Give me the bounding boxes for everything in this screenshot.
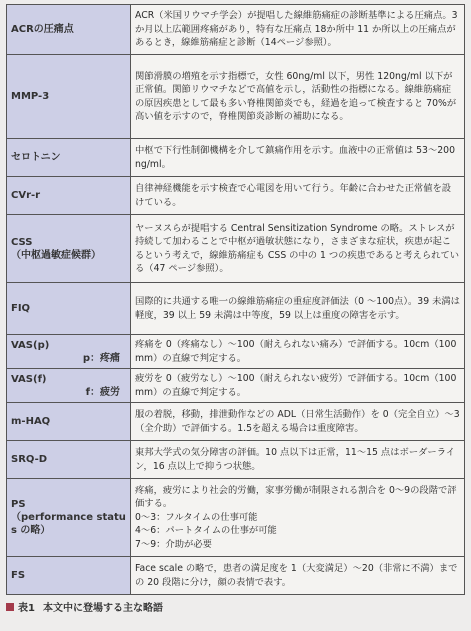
description-line: 4〜6：パートタイムの仕事が可能 [135,525,277,537]
table-row [7,177,465,215]
term-main: VAS(p) [11,339,50,351]
term-main: CSS [11,236,33,248]
description-line: 0〜3：フルタイムの仕事可能 [135,511,258,523]
term-sub: （中枢過敏症候群） [11,249,101,261]
term-cell [7,335,131,369]
term-cell: CVr-r [7,177,131,215]
description-cell: 東邦大学式の気分障害の評価。10 点以下は正常，11〜15 点はボーダーライン，16 点以上で抑うつ状態。 [131,441,465,479]
term-main: PS [11,499,26,510]
description-cell: 国際的に共通する唯一の線維筋痛症の重症度評価法（0 〜100点）。39 未満は軽度，39 以上 59 未満は中等度，59 以上は重度の障害を示す。 [131,283,465,335]
term-sub: f：疲労 [85,386,120,398]
table-row [7,479,465,557]
description-cell: ACR（米国リウマチ学会）が提唱した線維筋痛症の診断基準による圧痛点。3か月以上広範囲疼痛があり，特有な圧痛点 18か所中 11 か所以上の圧痛点があるとき，線維筋痛症と診断（14ページ参照）。 [131,5,465,55]
table-row [7,403,465,441]
description-cell: 疼痛を 0（疼痛なし）〜100（耐えられない痛み）で評価する。10cm（100mm）の直線で判定する。 [131,335,465,369]
term-sub: （performance status の略） [11,512,126,536]
description-cell: 疲労を 0（疲労なし）〜100（耐えられない疲労）で評価する。10cm（100mm）の直線で判定する。 [131,369,465,403]
description-cell: Face scale の略で，患者の満足度を 1（大変満足）〜20（非常に不満）までの 20 段階に分け，顔の表情で表す。 [131,557,465,595]
term-cell: MMP-3 [7,55,131,139]
table-row [7,215,465,283]
table-caption [6,599,465,614]
description-cell: ヤーヌスらが提唱する Central Sensitization Syndrome の略。ストレスが持続して加わることで中枢が過敏状態になり，さまざまな症状，疾患が起こるという考えで，線維筋痛症も CSS の中の 1 つの疾患であると考えられている（47 ページ参照）。 [131,215,465,283]
term-cell: FS [7,557,131,595]
term-cell [7,369,131,403]
term-cell [7,215,131,283]
caption-text: 本文中に登場する主な略語 [42,603,163,614]
term-cell: m-HAQ [7,403,131,441]
description-cell: 関節滑膜の増殖を示す指標で，女性 60ng/ml 以下，男性 120ng/ml 以下が正常値。関節リウマチなどで高値を示し，活動性の指標になる。線維筋痛症の原因疾患として最も多い脊椎関節炎でも，経過を追って検査すると 70%が高い値を示すので，脊椎関節炎診断の補助になる。 [131,55,465,139]
term-cell: ACRの圧痛点 [7,5,131,55]
table-row [7,139,465,177]
abbreviation-table [6,4,465,595]
table-row [7,283,465,335]
term-cell: SRQ-D [7,441,131,479]
caption-label: 表1 [18,603,35,614]
description-cell: 服の着脱，移動，排泄動作などの ADL（日常生活動作）を 0（完全自立）〜3（全介助）で評価する。1.5を超える場合は重度障害。 [131,403,465,441]
table-row [7,55,465,139]
caption-marker-icon [6,603,14,611]
term-cell [7,479,131,557]
term-sub: p：疼痛 [82,352,120,364]
table-row [7,5,465,55]
description-cell [131,479,465,557]
description-cell: 自律神経機能を示す検査で心電図を用いて行う。年齢に合わせた正常値を設けている。 [131,177,465,215]
term-main: VAS(f) [11,373,47,385]
term-cell: セロトニン [7,139,131,177]
table-row [7,557,465,595]
description-cell: 中枢で下行性制御機構を介して鎮痛作用を示す。血液中の正常値は 53〜200ng/ml。 [131,139,465,177]
abbreviation-table-container [6,4,465,614]
term-cell: FIQ [7,283,131,335]
table-row [7,369,465,403]
description-line: 7〜9：介助が必要 [135,538,212,550]
table-row [7,335,465,369]
table-row [7,441,465,479]
description-line: 疼痛，疲労により社会的労働，家事労働が制限される割合を 0〜9の段階で評価する。 [135,484,457,510]
